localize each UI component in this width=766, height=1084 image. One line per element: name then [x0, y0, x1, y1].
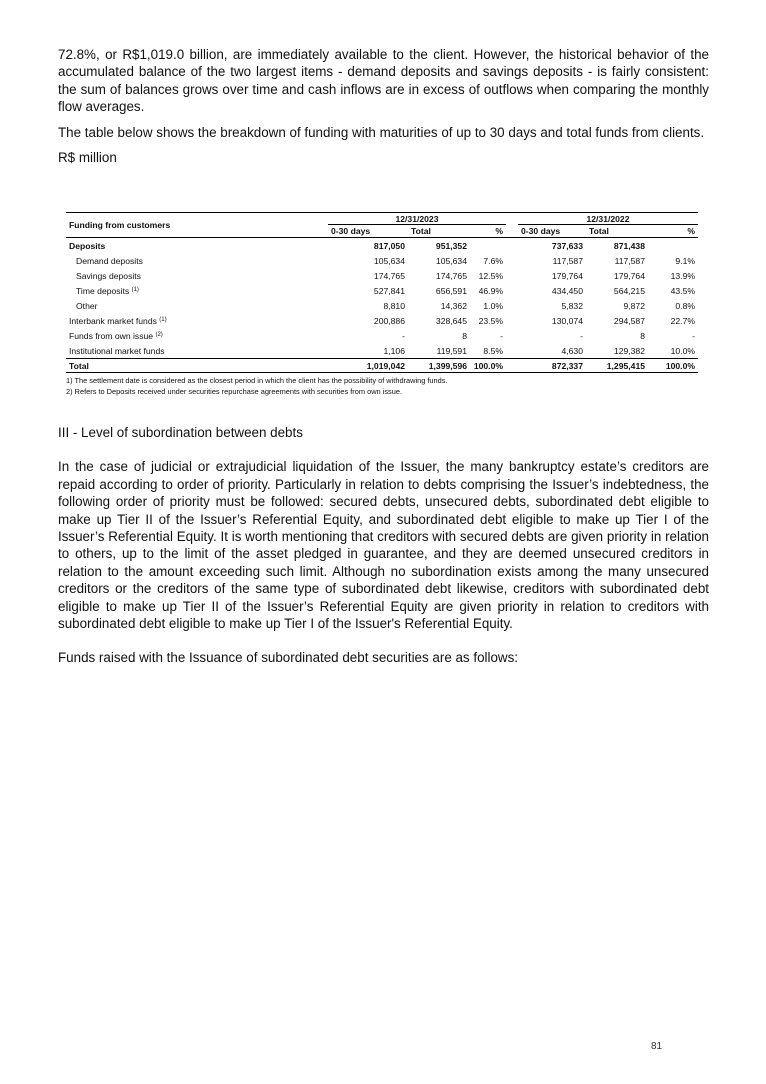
- cell: -: [402, 330, 405, 341]
- cell: [470, 238, 506, 254]
- header-funding-label: Funding from customers: [69, 220, 171, 230]
- cell: 9.1%: [675, 255, 695, 266]
- section-heading: III - Level of subordination between debts: [58, 425, 303, 440]
- cell: 179,764: [551, 270, 583, 281]
- cell: 10.0%: [670, 345, 695, 356]
- cell: -: [580, 330, 583, 341]
- cell: 179,764: [613, 270, 645, 281]
- footnote-1: 1) The settlement date is considered as the closest period in which the client has the possibility of withdrawing funds.: [66, 376, 448, 385]
- cell: 951,352: [435, 240, 467, 251]
- footnote-marker: (1): [131, 286, 139, 293]
- page-number: 81: [651, 1041, 663, 1052]
- row-label: Savings deposits: [76, 270, 141, 281]
- col-total-2022: Total: [589, 226, 609, 236]
- table-total-row: [66, 359, 698, 373]
- cell: 527,841: [373, 285, 405, 296]
- cell: 22.7%: [670, 315, 695, 326]
- cell: [648, 238, 698, 254]
- header-period-2022: 12/31/2022: [518, 213, 698, 225]
- col-pct-2022: %: [687, 226, 695, 236]
- funding-table-block: [66, 212, 698, 397]
- table-row: [66, 343, 698, 359]
- row-label-cell: [66, 313, 328, 328]
- cell: 1.0%: [483, 300, 503, 311]
- cell: 9,872: [623, 300, 645, 311]
- row-label: Interbank market funds: [69, 315, 157, 326]
- footnote-marker: (1): [159, 316, 167, 323]
- row-label: Other: [76, 300, 98, 311]
- cell: 737,633: [551, 240, 583, 251]
- cell: 100.0%: [648, 359, 698, 373]
- table-row: [66, 313, 698, 328]
- row-label-cell: [66, 283, 328, 298]
- cell: 1,399,596: [408, 359, 470, 373]
- cell: 564,215: [613, 285, 645, 296]
- row-label: Deposits: [69, 240, 106, 251]
- cell: 105,634: [373, 255, 405, 266]
- cell: 8,810: [383, 300, 405, 311]
- cell: 174,765: [373, 270, 405, 281]
- cell: 117,587: [552, 255, 583, 266]
- cell: 8: [640, 330, 645, 341]
- cell: 200,886: [373, 315, 405, 326]
- row-label: Time deposits: [76, 285, 130, 296]
- unit-label: R$ million: [58, 150, 117, 166]
- cell: -: [692, 330, 695, 341]
- cell: 43.5%: [670, 285, 695, 296]
- cell: 8: [462, 330, 467, 341]
- section-body: In the case of judicial or extrajudicial liquidation of the Issuer, the many bankruptcy estate’s creditors are repaid according to order of priority. Particularly in relation to debts comprising the Issuer’s indebtedness, the following order of priority must be followed: secured debts, unsecured debts, subordinated debt eligible to make up Tier II of the Issuer’s Referential Equity, and subordinated debt eligible to make up Tier I of the Issuer’s Referential Equity. It is worth mentioning that creditors with secured debts are given priority in relation to others, up to the limit of the asset pledged in guarantee, and they are deemed unsecured creditors in relation to the amount exceeding such limit. Although no subordination exists among the many unsecured creditors or the creditors of the same type of subordinated debt likewise, creditors with subordinated debt eligible to make up Tier II of the Issuer’s Referential Equity are given priority in relation to creditors with subordinated debt eligible to make up Tier I of the Issuer's Referential Equity.: [58, 459, 709, 632]
- row-label: Institutional market funds: [69, 345, 165, 356]
- intro-paragraph: 72.8%, or R$1,019.0 billion, are immediately available to the client. However, the historical behavior of the accumulated balance of the two largest items - demand deposits and savings deposits - is fairly consistent: the sum of balances grows over time and cash inflows are in excess of outflows when comparing the monthly flow averages.: [58, 47, 709, 115]
- col-0-30-2022: 0-30 days: [521, 226, 561, 236]
- cell: 13.9%: [670, 270, 695, 281]
- table-row: [66, 283, 698, 298]
- subordination-section: [58, 424, 709, 667]
- cell: 294,587: [613, 315, 645, 326]
- funding-table: [66, 212, 698, 373]
- cell: 817,050: [373, 240, 405, 251]
- row-label-cell: [66, 328, 328, 343]
- header-period-2023: 12/31/2023: [328, 213, 506, 225]
- table-row: [66, 298, 698, 313]
- col-0-30-2023: 0-30 days: [331, 226, 371, 236]
- table-row: [66, 268, 698, 283]
- cell: 328,645: [435, 315, 467, 326]
- cell: 129,382: [613, 345, 645, 356]
- cell: 117,587: [614, 255, 645, 266]
- cell: 1,106: [383, 345, 405, 356]
- table-row: [66, 328, 698, 343]
- row-label: Demand deposits: [76, 255, 143, 266]
- cell: 872,337: [518, 359, 586, 373]
- col-total-2023: Total: [411, 226, 431, 236]
- section-closing: Funds raised with the Issuance of subordinated debt securities are as follows:: [58, 650, 518, 666]
- cell: 46.9%: [478, 285, 503, 296]
- table-footnotes: [66, 376, 698, 397]
- table-row: [66, 253, 698, 268]
- cell: -: [500, 330, 503, 341]
- footnote-marker: (2): [155, 331, 163, 338]
- cell: 174,765: [435, 270, 467, 281]
- cell: 1,295,415: [586, 359, 648, 373]
- cell: 100.0%: [470, 359, 506, 373]
- cell: 105,634: [435, 255, 467, 266]
- row-label: Funds from own issue: [69, 330, 154, 341]
- cell: 5,832: [561, 300, 583, 311]
- cell: 23.5%: [478, 315, 503, 326]
- cell: 4,630: [561, 345, 583, 356]
- table-row: [66, 238, 698, 254]
- row-label: Total: [66, 359, 328, 373]
- cell: 119,591: [436, 345, 467, 356]
- footnote-2: 2) Refers to Deposits received under securities repurchase agreements with securities from own issue.: [66, 386, 403, 396]
- cell: 7.6%: [483, 255, 503, 266]
- cell: 12.5%: [478, 270, 503, 281]
- intro-section: [58, 46, 709, 166]
- cell: 0.8%: [675, 300, 695, 311]
- cell: 656,591: [435, 285, 467, 296]
- col-pct-2023: %: [495, 226, 503, 236]
- cell: 434,450: [551, 285, 583, 296]
- cell: 871,438: [613, 240, 645, 251]
- cell: 14,362: [440, 300, 467, 311]
- cell: 1,019,042: [328, 359, 408, 373]
- cell: 8.5%: [483, 345, 503, 356]
- table-intro-paragraph: The table below shows the breakdown of funding with maturities of up to 30 days and total funds from clients.: [58, 124, 705, 140]
- cell: 130,074: [551, 315, 583, 326]
